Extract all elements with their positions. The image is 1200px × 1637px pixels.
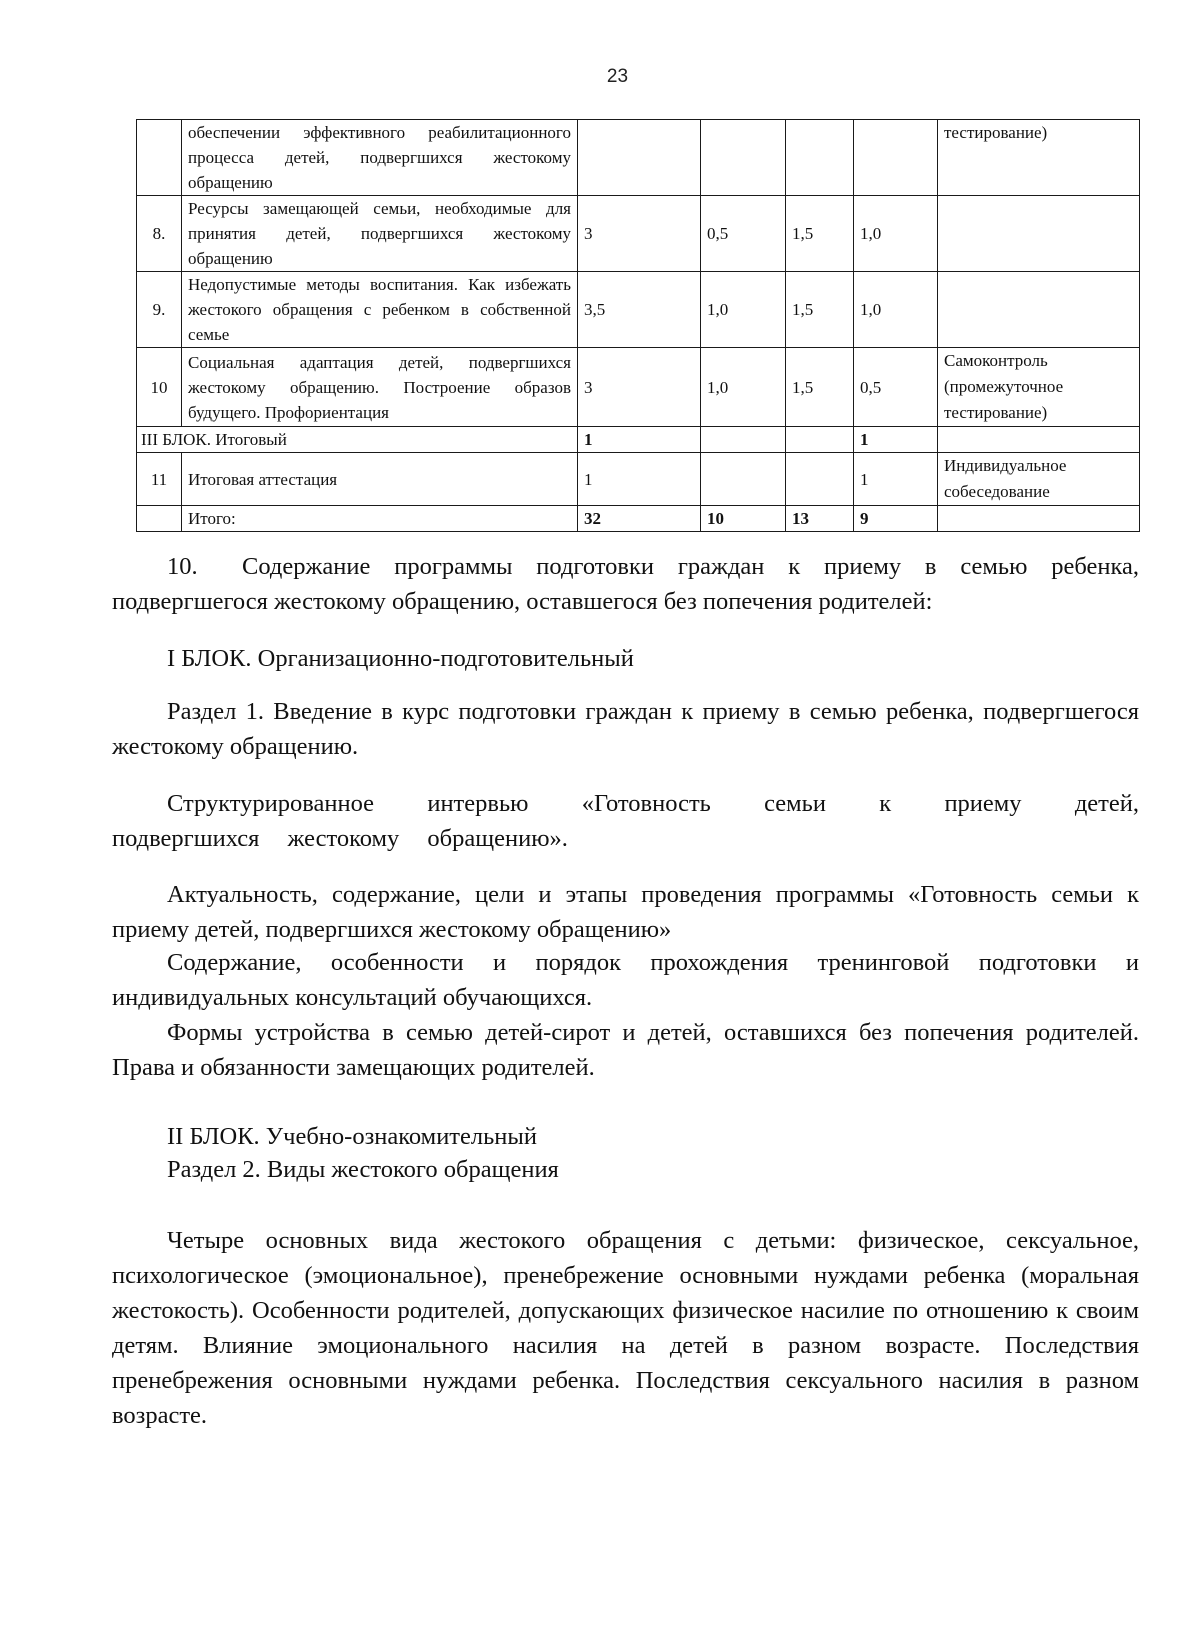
self-study-hours-cell xyxy=(854,120,938,196)
row-number xyxy=(137,120,182,196)
table-row xyxy=(137,348,1140,427)
topic-cell: Ресурсы замещающей семьи, необходимые для принятия детей, подвергшихся жестокому обращению xyxy=(182,196,578,272)
block-1-title: I БЛОК. Организационно-подготовительный xyxy=(167,645,634,672)
topic-cell: обеспечении эффективного реабилитационного процесса детей, подвергшихся жестокому обращению xyxy=(182,120,578,196)
practice-hours-cell: 13 xyxy=(786,506,854,532)
control-form-cell: Самоконтроль (промежуточное тестирование) xyxy=(938,348,1140,427)
self-study-hours-cell: 1,0 xyxy=(854,196,938,272)
totals-label: Итого: xyxy=(182,506,578,532)
row-number: 10 xyxy=(137,348,182,427)
topic-cell: Итоговая аттестация xyxy=(182,453,578,506)
lecture-hours-cell: 10 xyxy=(701,506,786,532)
control-form-cell xyxy=(938,506,1140,532)
self-study-hours-cell: 0,5 xyxy=(854,348,938,427)
lecture-hours-cell: 1,0 xyxy=(701,272,786,348)
self-study-hours-cell: 1,0 xyxy=(854,272,938,348)
topic-cell: Социальная адаптация детей, подвергшихся жестокому обращению. Построение образов будущего. Профориентация xyxy=(182,348,578,427)
practice-hours-cell xyxy=(786,120,854,196)
section-2-title: Раздел 2. Виды жестокого обращения xyxy=(167,1156,559,1183)
table-row xyxy=(137,196,1140,272)
totals-row xyxy=(137,506,1140,532)
lecture-hours-cell xyxy=(701,120,786,196)
block-label: III БЛОК. Итоговый xyxy=(137,427,578,453)
self-study-hours-cell: 9 xyxy=(854,506,938,532)
row-number: 8. xyxy=(137,196,182,272)
self-study-hours-cell: 1 xyxy=(854,453,938,506)
section-heading-text: Содержание программы подготовки граждан к приему в семью ребенка, подвергшегося жестокому обращению, оставшегося без попечения родителей: xyxy=(112,553,1139,615)
section-1-title: Раздел 1. Введение в курс подготовки граждан к приему в семью ребенка, подвергшегося жестокому обращению. xyxy=(112,698,1139,760)
table-row xyxy=(137,120,1140,196)
control-form-cell: Индивидуальное собеседование xyxy=(938,453,1140,506)
page-number: 23 xyxy=(606,66,629,87)
total-hours-cell xyxy=(578,120,701,196)
lecture-hours-cell: 0,5 xyxy=(701,196,786,272)
total-hours-cell: 3 xyxy=(578,348,701,427)
control-form-cell xyxy=(938,272,1140,348)
self-study-hours-cell: 1 xyxy=(854,427,938,453)
practice-hours-cell xyxy=(786,453,854,506)
table-row xyxy=(137,453,1140,506)
total-hours-cell: 3 xyxy=(578,196,701,272)
body-text xyxy=(112,549,1139,619)
curriculum-table xyxy=(136,119,1140,532)
control-form-cell: тестирование) xyxy=(938,120,1140,196)
total-hours-cell: 32 xyxy=(578,506,701,532)
row-number xyxy=(137,506,182,532)
practice-hours-cell: 1,5 xyxy=(786,196,854,272)
practice-hours-cell: 1,5 xyxy=(786,348,854,427)
block-2-title: II БЛОК. Учебно-ознакомительный xyxy=(167,1123,537,1150)
total-hours-cell: 1 xyxy=(578,453,701,506)
topic-cell: Недопустимые методы воспитания. Как избежать жестокого обращения с ребенком в собственной семье xyxy=(182,272,578,348)
section-heading xyxy=(112,549,1139,619)
training-paragraph: Содержание, особенности и порядок прохождения тренинговой подготовки и индивидуальных консультаций обучающихся. xyxy=(112,949,1139,1011)
forms-paragraph: Формы устройства в семью детей-сирот и детей, оставшихся без попечения родителей. Права и обязанности замещающих родителей. xyxy=(112,1019,1139,1081)
table-row xyxy=(137,272,1140,348)
practice-hours-cell: 1,5 xyxy=(786,272,854,348)
section-heading-number: 10. xyxy=(167,553,198,580)
relevance-paragraph: Актуальность, содержание, цели и этапы проведения программы «Готовность семьи к приему детей, подвергшихся жестокому обращению» xyxy=(112,881,1139,943)
total-hours-cell: 1 xyxy=(578,427,701,453)
practice-hours-cell xyxy=(786,427,854,453)
abuse-types-paragraph: Четыре основных вида жестокого обращения с детьми: физическое, сексуальное, психологическое (эмоциональное), пренебрежение основными нуждами ребенка (моральная жестокость). Особенности родителей, допускающих физическое насилие по отношению к своим детям. Влияние эмоционального насилия на детей в разном возрасте. Последствия пренебрежения основными нуждами ребенка. Последствия сексуального насилия в разном возрасте. xyxy=(112,1227,1139,1429)
control-form-cell xyxy=(938,427,1140,453)
lecture-hours-cell xyxy=(701,453,786,506)
row-number: 11 xyxy=(137,453,182,506)
control-form-cell xyxy=(938,196,1140,272)
total-hours-cell: 3,5 xyxy=(578,272,701,348)
lecture-hours-cell: 1,0 xyxy=(701,348,786,427)
interview-paragraph: Структурированное интервью «Готовность семьи к приему детей, подвергшихся жестокому обращению». xyxy=(112,790,1139,852)
block-row xyxy=(137,427,1140,453)
row-number: 9. xyxy=(137,272,182,348)
lecture-hours-cell xyxy=(701,427,786,453)
